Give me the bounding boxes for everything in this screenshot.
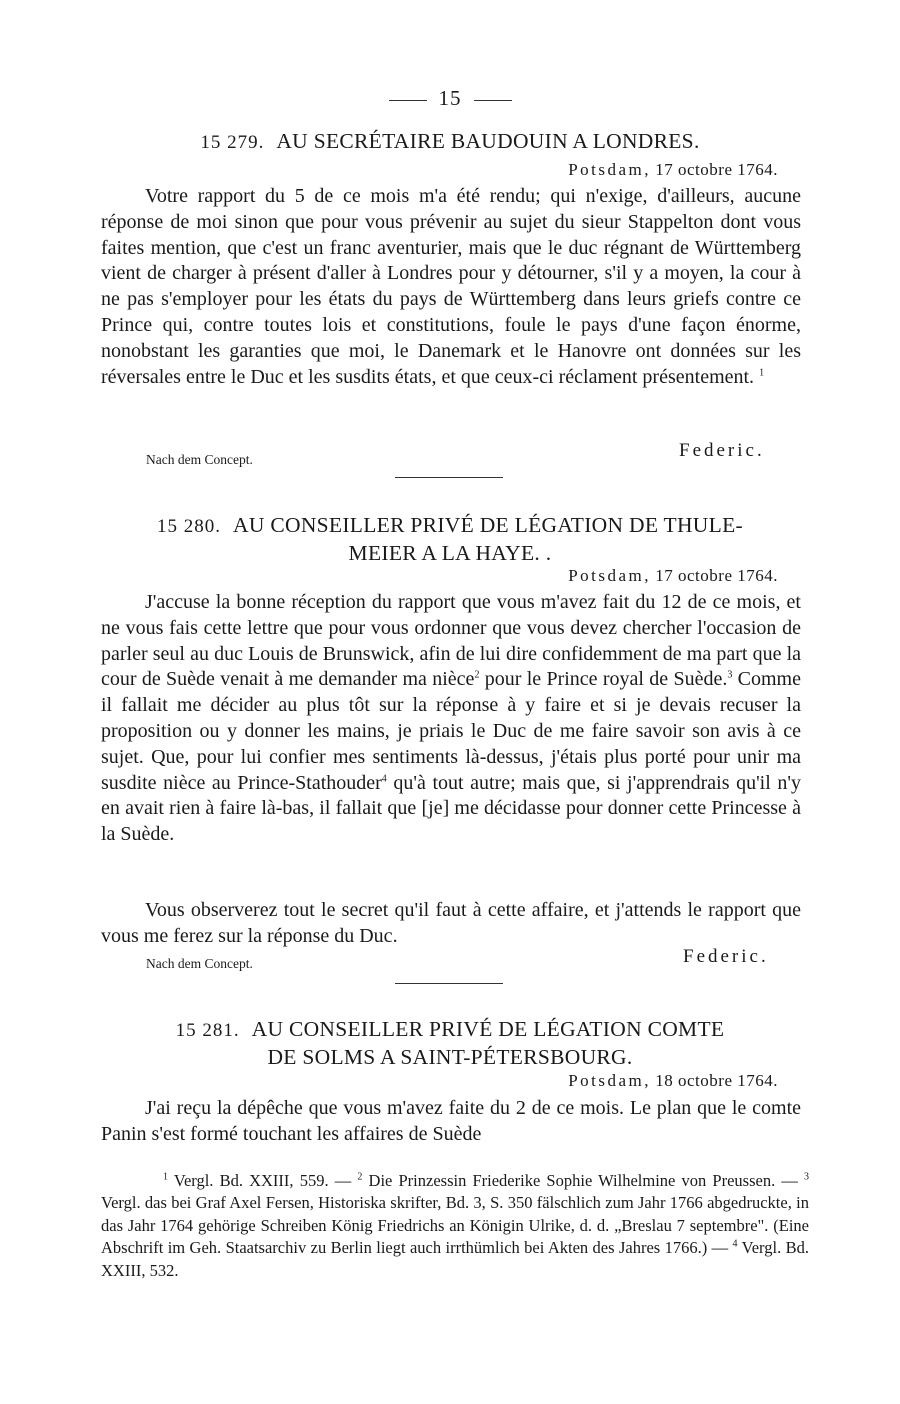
letter-body-15281 xyxy=(101,1096,801,1148)
letter-title-line2: DE SOLMS A SAINT-PÉTERSBOURG. xyxy=(267,1045,633,1069)
letter-body-text: J'ai reçu la dépêche que vous m'avez faite du 2 de ce mois. Le plan que le comte Panin s'est formé touchant les affaires de Suède xyxy=(101,1097,801,1145)
footnote-marker: 1 xyxy=(163,1171,168,1183)
dateline-place: Potsdam, xyxy=(568,160,652,179)
footnote-text: Vergl. Bd. XXIII, 559. — xyxy=(168,1171,358,1190)
source-note-15280: Nach dem Concept. xyxy=(146,956,253,971)
letter-heading-15281 xyxy=(100,1016,800,1070)
letter-title-line1: AU CONSEILLER PRIVÉ DE LÉGATION DE THULE- xyxy=(233,513,743,537)
footnote-marker: 4 xyxy=(732,1238,738,1250)
letter-title-line1: AU CONSEILLER PRIVÉ DE LÉGATION COMTE xyxy=(251,1017,725,1041)
letter-heading-15279 xyxy=(100,128,800,156)
letter-number: 15 280. xyxy=(157,516,222,537)
footnote-text: Vergl. Bd. XXIII, 532. xyxy=(101,1238,809,1280)
page-number: 15 xyxy=(438,86,462,110)
page-number-dash-left xyxy=(389,100,427,101)
letter-title-line2: MEIER A LA HAYE. . xyxy=(348,541,552,565)
signature-15279: Federic. xyxy=(679,440,765,461)
letter-title: AU SECRÉTAIRE BAUDOUIN A LONDRES. xyxy=(276,129,700,153)
dateline-15280 xyxy=(568,566,778,586)
source-note-15279: Nach dem Concept. xyxy=(146,452,253,467)
dateline-date: 18 octobre 1764. xyxy=(655,1071,778,1090)
page-number-line xyxy=(0,86,900,111)
footnote-ref: 1 xyxy=(759,366,765,378)
letter-number: 15 279. xyxy=(200,132,265,153)
letter-body-text-2: pour le Prince royal de Suède. xyxy=(479,668,728,691)
dateline-15279 xyxy=(568,160,778,180)
footnote-marker: 3 xyxy=(804,1171,809,1183)
footnote-text: Die Prinzessin Friederike Sophie Wilhelmine von Preussen. — xyxy=(362,1171,804,1190)
letter-body-15279 xyxy=(101,184,801,390)
letter-body-text-4: qu'à tout autre; mais que, si j'apprendrais qu'il n'y en avait rien à faire là-bas, il fallait que [je] me décidasse pour donner cette Princesse à la Suède. xyxy=(101,771,801,846)
letter-body-text-1: J'accuse la bonne réception du rapport que vous m'avez fait du 12 de ce mois, et ne vous fais cette lettre que pour vous ordonner que vous devez chercher l'occasion de parler seul au duc Louis de Brunswick, afin de lui dire confidemment de ma part que la cour de Suède venait à me demander ma nièce xyxy=(101,591,801,691)
section-divider xyxy=(395,477,503,478)
page-number-dash-right xyxy=(474,100,512,101)
dateline-place: Potsdam, xyxy=(568,1071,652,1090)
dateline-place: Potsdam, xyxy=(568,566,652,585)
letter-body-15280-para2 xyxy=(101,898,801,950)
footnote-ref: 3 xyxy=(727,669,733,681)
letter-body-15280 xyxy=(101,590,801,848)
letter-heading-15280 xyxy=(100,512,800,566)
footnote-marker: 2 xyxy=(357,1171,363,1183)
letter-number: 15 281. xyxy=(175,1020,240,1041)
footnotes xyxy=(101,1170,809,1282)
letter-body-text: Votre rapport du 5 de ce mois m'a été rendu; qui n'exige, d'ailleurs, aucune réponse de moi sinon que pour vous prévenir au sujet du sieur Stappelton dont vous faites mention, que c'est un franc aventurier, mais que le duc régnant de Württemberg vient de charger à présent d'aller à Londres pour y détourner, s'il y a moyen, la cour à ne pas s'employer pour les états du pays de Württemberg dans leurs griefs contre ce Prince qui, contre toutes lois et constitutions, foule le pays d'une façon énorme, nonobstant les garanties que moi, le Danemark et le Hanovre ont données sur les réversales entre le Duc et les susdits états, et que ceux-ci réclament présentement. xyxy=(101,185,801,388)
letter-body-text-3: Comme il fallait me décider au plus tôt sur la réponse à y faire et si je devais recuser la proposition ou y donner les mains, je priais le Duc de me faire savoir son avis à ce sujet. Que, pour lui confier mes sentiments là-dessus, j'étais plus porté pour unir ma susdite nièce au Prince-Stathouder xyxy=(101,668,801,794)
footnote-text: Vergl. das bei Graf Axel Fersen, Historiska skrifter, Bd. 3, S. 350 fälschlich zum Jahr 1766 abgedruckte, in das Jahr 1764 gehörige Schreiben König Friedrichs an Königin Ulrike, d. d. „Breslau 7 septembre". (Eine Abschrift im Geh. Staatsarchiv zu Berlin liegt auch irrthümlich bei Akten des Jahres 1766.) — xyxy=(101,1193,809,1258)
dateline-date: 17 octobre 1764. xyxy=(655,160,778,179)
dateline-15281 xyxy=(568,1071,778,1091)
footnote-ref: 4 xyxy=(381,772,387,784)
signature-15280: Federic. xyxy=(683,946,769,967)
dateline-date: 17 octobre 1764. xyxy=(655,566,778,585)
footnote-ref: 2 xyxy=(474,669,480,681)
letter-body-text: Vous observerez tout le secret qu'il faut à cette affaire, et j'attends le rapport que vous me ferez sur la réponse du Duc. xyxy=(101,899,801,947)
section-divider xyxy=(395,983,503,984)
